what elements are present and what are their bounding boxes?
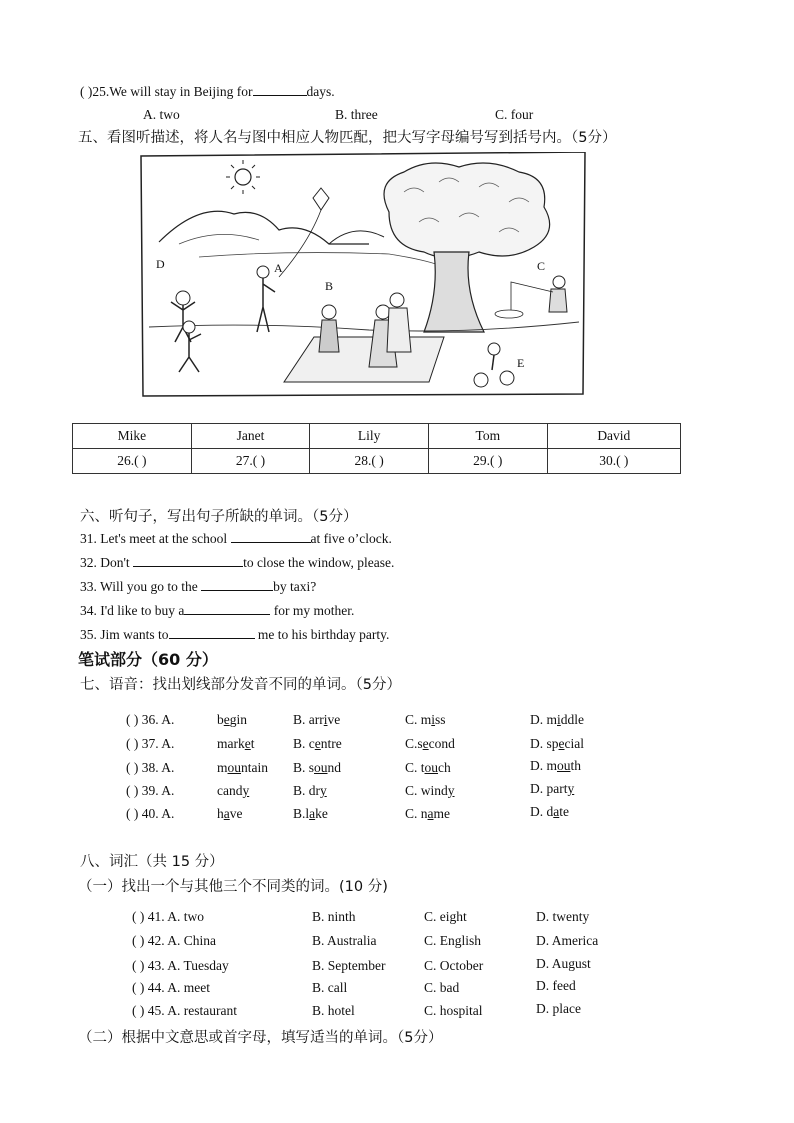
answer-cell[interactable]: 27.( ) (191, 449, 310, 474)
section-6-heading: 六、听句子，写出句子所缺的单词。（5分） (80, 509, 358, 525)
q38-number: ( ) 38. A. (126, 760, 175, 775)
q39-number: ( ) 39. A. (126, 783, 175, 798)
label-d: D (156, 257, 165, 271)
q43-option-b: B. September (312, 958, 386, 973)
q37-option-a: market (217, 736, 255, 751)
q25-after: days. (306, 84, 335, 99)
q36-option-c: C. miss (405, 712, 446, 727)
q35-blank[interactable] (169, 626, 255, 639)
q39-option-c: C. windy (405, 783, 455, 798)
q40-option-c: C. name (405, 806, 451, 821)
q34-before: 34. I'd like to buy a (80, 603, 185, 618)
name-matching-table (72, 423, 681, 474)
question-34 (80, 602, 354, 619)
question-31 (80, 530, 392, 547)
q42-option-d: D. America (536, 933, 599, 948)
q41-option-c: C. eight (424, 909, 467, 924)
q41-option-d: D. twenty (536, 909, 590, 924)
q45-option-d: D. place (536, 1001, 581, 1016)
q36-option-a: begin (217, 712, 248, 727)
label-b: B (325, 279, 334, 293)
q31-after: at five o’clock. (310, 531, 392, 546)
q44-option-c: C. bad (424, 980, 460, 995)
q44-option-d: D. feed (536, 978, 576, 993)
q33-before: 33. Will you go to the (80, 579, 202, 594)
q38-option-a: mountain (217, 760, 269, 775)
name-cell: Lily (310, 424, 429, 449)
q42-option-a: ( ) 42. A. China (132, 933, 216, 948)
q44-option-b: B. call (312, 980, 348, 995)
q33-after: by taxi? (273, 579, 317, 594)
q25-option-a: A. two (143, 107, 180, 122)
section-7-heading: 七、语音：找出划线部分发音不同的单词。（5分） (80, 677, 401, 693)
label-e: E (517, 356, 525, 370)
q39-option-b: B. dry (293, 783, 327, 798)
q41-option-b: B. ninth (312, 909, 356, 924)
q40-number: ( ) 40. A. (126, 806, 175, 821)
q31-before: 31. Let's meet at the school (80, 531, 231, 546)
section-8-part-1-heading: （一）找出一个与其他三个不同类的词。(10 分) (78, 879, 388, 895)
names-row (73, 424, 681, 449)
park-scene-picture (139, 152, 587, 397)
q44-option-a: ( ) 44. A. meet (132, 980, 210, 995)
q42-option-b: B. Australia (312, 933, 377, 948)
question-33 (80, 578, 316, 595)
q43-option-c: C. October (424, 958, 484, 973)
q34-after: for my mother. (270, 603, 355, 618)
q39-option-a: candy (217, 783, 250, 798)
label-a: A (274, 261, 283, 275)
q40-option-b: B.lake (293, 806, 328, 821)
q37-option-c: C.second (405, 736, 455, 751)
q32-after: to close the window, please. (243, 555, 395, 570)
q43-option-d: D. August (536, 956, 591, 971)
q37-option-b: B. centre (293, 736, 342, 751)
question-25 (80, 83, 335, 100)
q45-option-b: B. hotel (312, 1003, 355, 1018)
q36-option-d: D. middle (530, 712, 585, 727)
section-8-heading: 八、词汇（共 15 分） (80, 854, 224, 870)
q38-option-c: C. touch (405, 760, 451, 775)
q42-option-c: C. English (424, 933, 482, 948)
q36-option-b: B. arrive (293, 712, 341, 727)
q41-option-a: ( ) 41. A. two (132, 909, 204, 924)
q32-before: 32. Don't (80, 555, 134, 570)
q36-number: ( ) 36. A. (126, 712, 175, 727)
q35-before: 35. Jim wants to (80, 627, 169, 642)
q45-option-a: ( ) 45. A. restaurant (132, 1003, 237, 1018)
q38-option-b: B. sound (293, 760, 342, 775)
name-cell: Mike (73, 424, 192, 449)
q40-option-d: D. date (530, 804, 569, 819)
q45-option-c: C. hospital (424, 1003, 483, 1018)
name-cell: Janet (191, 424, 310, 449)
question-35 (80, 626, 389, 643)
q33-blank[interactable] (201, 578, 273, 591)
answer-cell[interactable]: 28.( ) (310, 449, 429, 474)
q34-blank[interactable] (184, 602, 270, 615)
name-cell: David (547, 424, 680, 449)
q25-option-c: C. four (495, 107, 534, 122)
q43-option-a: ( ) 43. A. Tuesday (132, 958, 229, 973)
q40-option-a: have (217, 806, 243, 821)
q37-option-d: D. special (530, 736, 585, 751)
answers-row (73, 449, 681, 474)
q25-blank[interactable] (253, 83, 307, 96)
answer-cell[interactable]: 26.( ) (73, 449, 192, 474)
section-8-part-2-heading: （二）根据中文意思或首字母，填写适当的单词。（5分） (78, 1030, 443, 1046)
q37-number: ( ) 37. A. (126, 736, 175, 751)
written-part-heading: 笔试部分（60 分） (78, 650, 218, 669)
answer-cell[interactable]: 29.( ) (428, 449, 547, 474)
q32-blank[interactable] (133, 554, 243, 567)
question-32 (80, 554, 394, 571)
section-5-heading: 五、看图听描述，将人名与图中相应人物匹配，把大写字母编号写到括号内。（5分） (78, 130, 617, 146)
q25-option-b: B. three (335, 107, 378, 122)
q25-stem: ( )25.We will stay in Beijing for (80, 84, 253, 99)
answer-cell[interactable]: 30.( ) (547, 449, 680, 474)
name-cell: Tom (428, 424, 547, 449)
label-c: C (537, 259, 546, 273)
q31-blank[interactable] (231, 530, 311, 543)
q39-option-d: D. party (530, 781, 575, 796)
q38-option-d: D. mouth (530, 758, 582, 773)
q35-after: me to his birthday party. (254, 627, 390, 642)
